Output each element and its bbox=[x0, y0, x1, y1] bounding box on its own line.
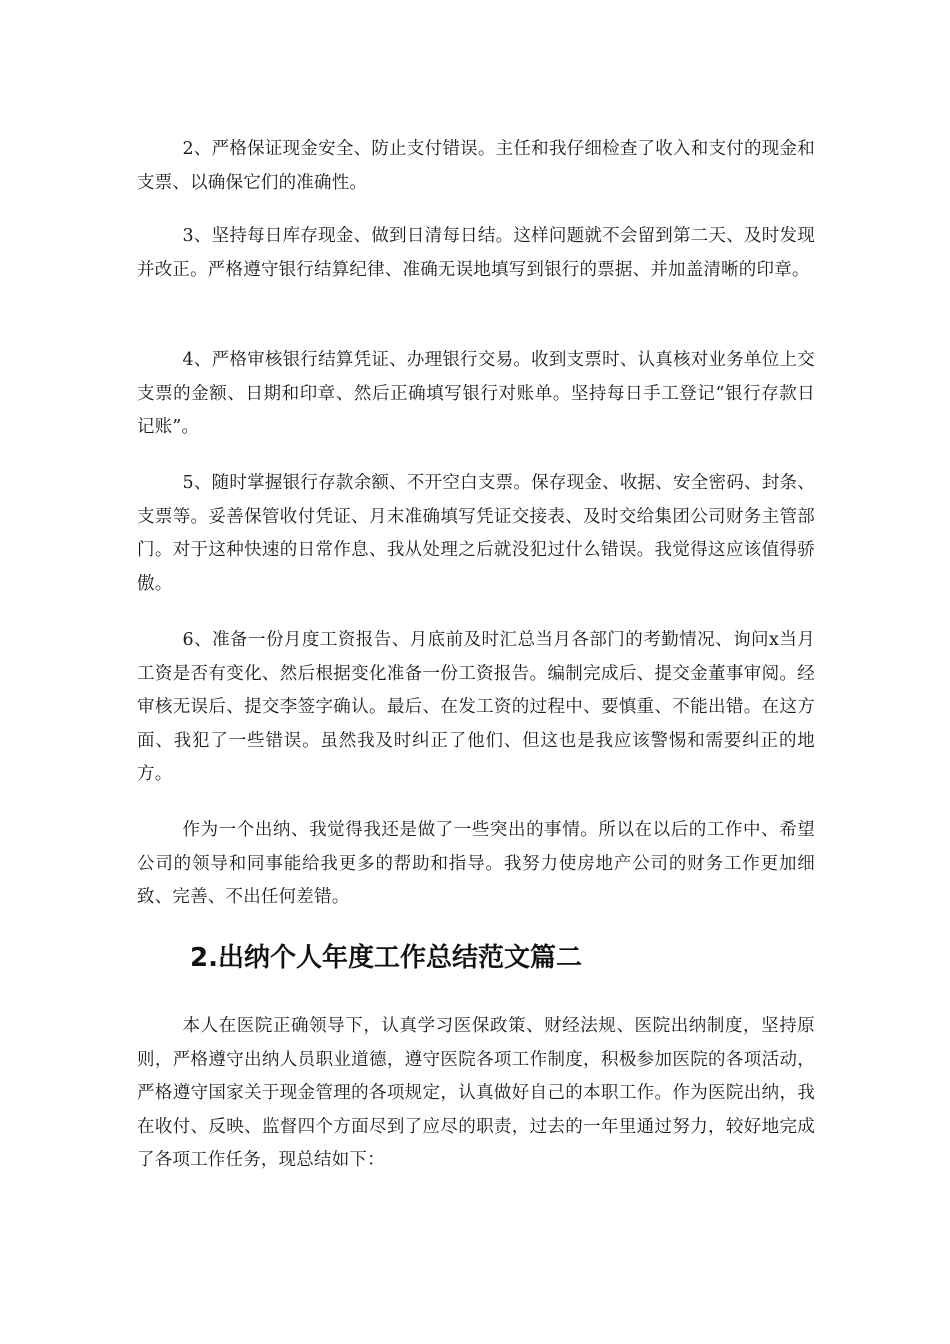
paragraph-item-5: 5、随时掌握银行存款余额、不开空白支票。保存现金、收据、安全密码、封条、支票等。妥善保管收付凭证、月末准确填写凭证交接表、及时交给集团公司财务主管部门。对于这种快速的日常作息、我从处理之后就没犯过什么错误。我觉得这应该值得骄傲。 bbox=[137, 473, 815, 594]
paragraph-item-6: 6、准备一份月度工资报告、月底前及时汇总当月各部门的考勤情况、询问x当月工资是否有变化、然后根据变化准备一份工资报告。编制完成后、提交金董事审阅。经审核无误后、提交李签字确认。最后、在发工资的过程中、要慎重、不能出错。在这方面、我犯了一些错误。虽然我及时纠正了他们、但这也是我应该警惕和需要纠正的地方。 bbox=[137, 630, 815, 784]
paragraph-item-4: 4、严格审核银行结算凭证、办理银行交易。收到支票时、认真核对业务单位上交支票的金额、日期和印章、然后正确填写银行对账单。坚持每日手工登记“银行存款日记账”。 bbox=[137, 350, 815, 437]
paragraph-item-2: 2、严格保证现金安全、防止支付错误。主任和我仔细检查了收入和支付的现金和支票、以确保它们的准确性。 bbox=[137, 139, 815, 193]
paragraph-item-3: 3、坚持每日库存现金、做到日清每日结。这样问题就不会留到第二天、及时发现并改正。严格遵守银行结算纪律、准确无误地填写到银行的票据、并加盖清晰的印章。 bbox=[137, 226, 815, 280]
paragraph-intro: 本人在医院正确领导下，认真学习医保政策、财经法规、医院出纳制度，坚持原则，严格遵守出纳人员职业道德，遵守医院各项工作制度，积极参加医院的各项活动，严格遵守国家关于现金管理的各项规定，认真做好自己的本职工作。作为医院出纳，我在收付、反映、监督四个方面尽到了应尽的职责，过去的一年里通过努力，较好地完成了各项工作任务，现总结如下： bbox=[137, 1016, 815, 1170]
section-heading: 2.出纳个人年度工作总结范文篇二 bbox=[190, 943, 582, 973]
paragraph-conclusion: 作为一个出纳、我觉得我还是做了一些突出的事情。所以在以后的工作中、希望公司的领导和同事能给我更多的帮助和指导。我努力使房地产公司的财务工作更加细致、完善、不出任何差错。 bbox=[137, 820, 815, 907]
